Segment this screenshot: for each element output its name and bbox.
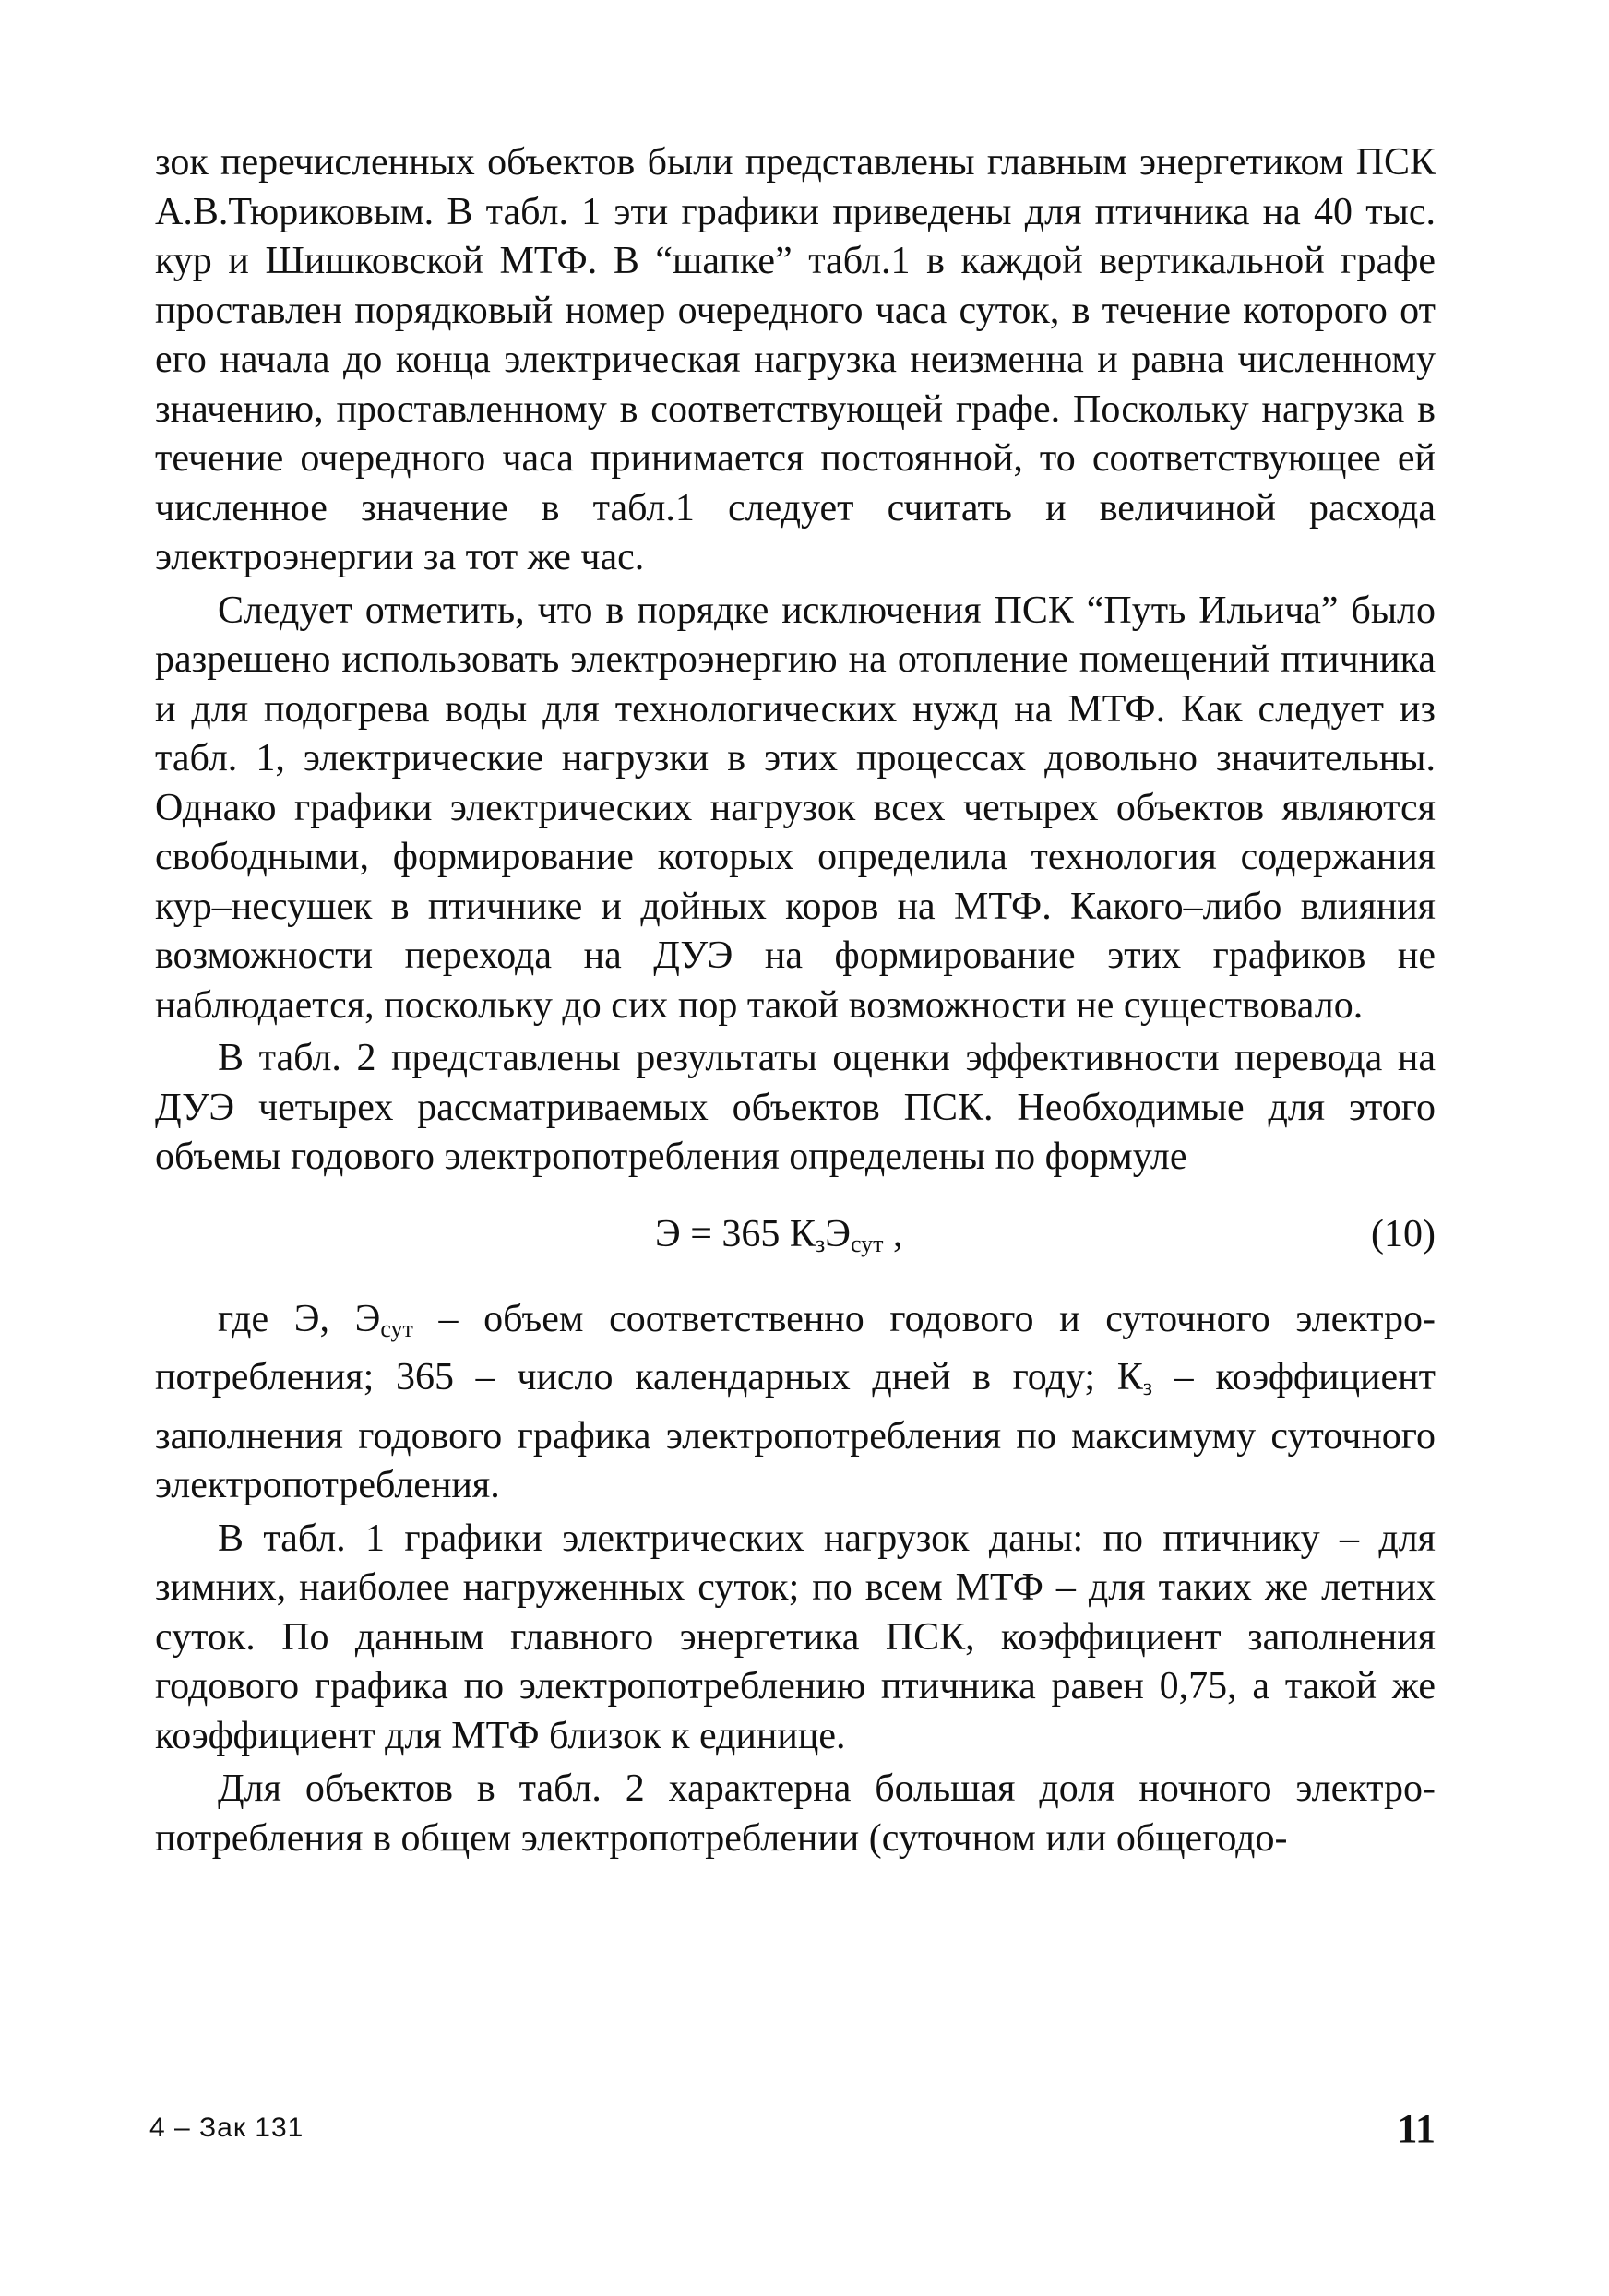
- paragraph-4-subscript: сут: [380, 1315, 413, 1342]
- printing-signature: 4 – Зак 131: [149, 2112, 304, 2143]
- paragraph-4: [155, 1295, 1436, 1511]
- formula: [655, 1210, 903, 1269]
- formula-tail: ,: [883, 1212, 903, 1255]
- body-text: [155, 138, 1436, 1863]
- formula-e-subscript: сут: [850, 1230, 884, 1257]
- paragraph-6: Для объектов в табл. 2 характерна большая доля ночного электропотребления в общем электропотреблении (суточном или общегодо-: [155, 1767, 1436, 1860]
- paragraph-5: В табл. 1 графики электрических нагрузок даны: по птичнику – для зимних, наиболее нагруженных суток; по всем МТФ – для таких же летних суток. По данным главного энергетика ПСК, коэффициент заполнения годового графика по электропотреблению птичника равен 0,75, а такой же коэффициент для МТФ близок к единице.: [155, 1517, 1436, 1757]
- paragraph-4-end: – коэффициент заполнения годового графика электропотребления по максимуму суточного электропотребления.: [155, 1356, 1436, 1506]
- equation-number: (10): [1371, 1212, 1436, 1255]
- paragraph-4-subscript-2: з: [1142, 1374, 1152, 1400]
- paragraph-1: зок перечисленных объектов были представлены главным энергетиком ПСК А.В.Тюриковым. В табл. 1 эти графики приведены для птичника на 40 тыс. кур и Шишковской МТФ. В “шапке” табл.1 в каждой вертикальной графе проставлен порядковый номер очередного часа суток, в течение которого от его начала до конца электрическая нагрузка неизменна и равна численному значению, проставленному в соответствующей графе. Поскольку нагрузка в течение очередного часа принимается постоянной, то соответствующее ей численное значение в табл.1 следует считать и величиной расхода электроэнергии за тот же час.: [155, 141, 1436, 578]
- formula-e: Э: [825, 1212, 851, 1255]
- page-number: 11: [1397, 2106, 1436, 2151]
- paragraph-4-start: где Э, Э: [218, 1297, 381, 1340]
- formula-k-subscript: з: [815, 1230, 826, 1257]
- paragraph-3: В табл. 2 представлены результаты оценки эффективности перевода на ДУЭ четырех рассматриваемых объектов ПСК. Необходимые для этого объемы годового электропотребления определены по формуле: [155, 1037, 1436, 1178]
- formula-lhs: Э = 365 К: [655, 1212, 816, 1255]
- paragraph-4-middle: – объем соответственно годового и суточного электропотребления; 365 – число календарных дней в году; К: [155, 1297, 1436, 1398]
- paragraph-2: Следует отметить, что в порядке исключения ПСК “Путь Ильича” было разрешено использовать электроэнергию на отопление помещений птичника и для подогрева воды для технологических нужд на МТФ. Как следует из табл. 1, электрические нагрузки в этих процессах довольно значительны. Однако графики электрических нагрузок всех четырех объектов являются свободными, формирование которых определила технология содержания кур–несушек в птичнике и дойных коров на МТФ. Какого–либо влияния возможности перехода на ДУЭ на формирование этих графиков не наблюдается, поскольку до сих пор такой возможности не существовало.: [155, 589, 1436, 1027]
- formula-row: [155, 1188, 1436, 1280]
